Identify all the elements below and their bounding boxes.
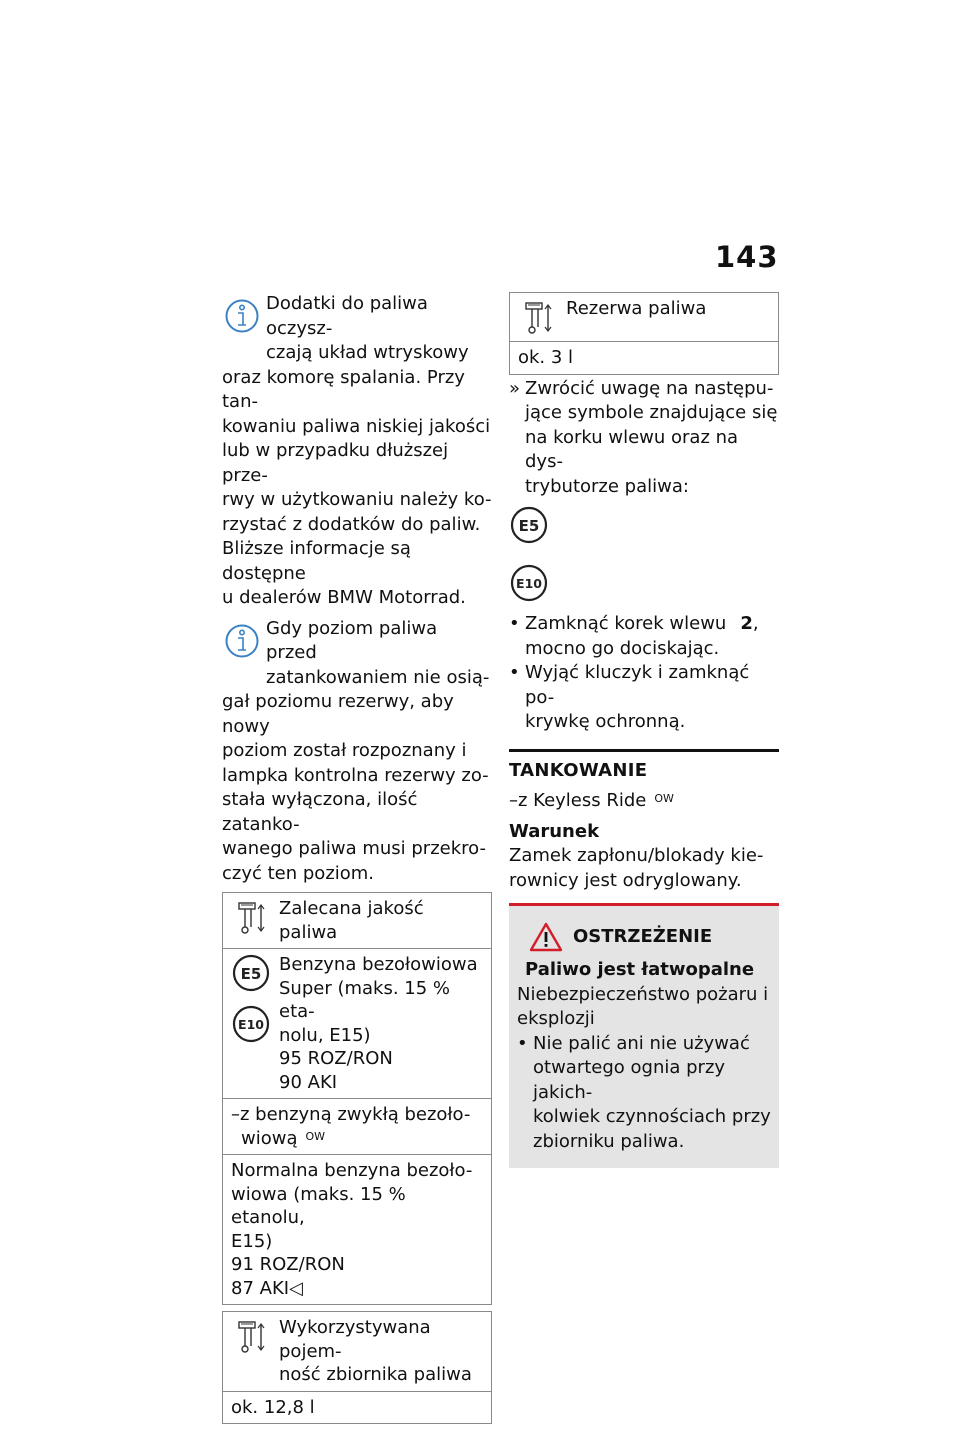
text-line: Normalna benzyna bezoło- (231, 1160, 473, 1181)
option-tag: OW (305, 1129, 326, 1143)
bullet-remove-key (509, 661, 779, 735)
fuel-reserve-table (509, 292, 779, 375)
text-line: rwy w użytkowaniu należy ko- (222, 489, 492, 510)
warning-subtitle: Paliwo jest łatwopalne (525, 959, 755, 980)
text-line: trybutorze paliwa: (525, 475, 689, 497)
text-line: czyć ten poziom. (222, 862, 375, 884)
e10-fuel-icon (509, 563, 549, 603)
text-line: Nie palić ani nie używać (533, 1032, 750, 1054)
text-line: rzystać z dodatków do paliw. (222, 513, 481, 535)
warning-triangle-icon (529, 922, 563, 952)
left-column (222, 292, 492, 1430)
text-line: Wykorzystywana pojem- (279, 1317, 431, 1362)
text-line: nolu, E15) (279, 1024, 371, 1046)
text-line: lub w przypadku dłuższej prze- (222, 440, 449, 486)
section-title: TANKOWANIE (509, 759, 648, 781)
text-line: czają układ wtryskowy (266, 342, 469, 363)
table-header: Rezerwa paliwa (566, 298, 707, 319)
e5-label: E5 (240, 965, 262, 983)
text-line: gał poziomu rezerwy, aby nowy (222, 691, 454, 737)
e10-fuel-icon (231, 1004, 271, 1044)
text-line: Zamknąć korek wlewu (525, 613, 727, 634)
text-line: jące symbole znajdujące się (525, 402, 778, 423)
text-line: poziom został rozpoznany i (222, 740, 467, 761)
text-line: 91 ROZ/RON (231, 1254, 345, 1275)
info-icon (224, 623, 260, 659)
bullet-marker: • (509, 613, 520, 634)
e5-fuel-icon (231, 953, 271, 993)
text-line: Gdy poziom paliwa przed (266, 617, 438, 663)
text-line: krywkę ochronną. (525, 711, 686, 732)
table-header: Zalecana jakość paliwa (279, 898, 424, 943)
keyless-option: –z Keyless Ride (509, 790, 647, 811)
text-line: ność zbiornika paliwa (279, 1364, 472, 1385)
text-line: eksplozji (517, 1008, 595, 1029)
text-line: Benzyna bezołowiowa (279, 954, 478, 975)
text-line: wanego paliwa musi przekro- (222, 838, 486, 859)
reserve-value: ok. 3 l (510, 342, 779, 375)
bullet-close-cap: • Zamknąć korek wlewu 2, mocno go dociskając. (509, 612, 779, 661)
text-line: Zwrócić uwagę na następu- (525, 377, 774, 399)
text-line: 95 ROZ/RON (279, 1048, 393, 1069)
text-line: Zamek zapłonu/blokady kie- (509, 845, 764, 866)
text-line: lampka kontrolna rezerwy zo- (222, 764, 489, 786)
right-column (509, 292, 779, 1168)
text-line: wiową (241, 1127, 298, 1149)
text-line: u dealerów BMW Motorrad. (222, 587, 466, 608)
tank-capacity-table (222, 1311, 492, 1424)
text-line: Dodatki do paliwa oczysz- (266, 293, 428, 339)
fuel-quality-table (222, 892, 492, 1305)
text-line: E15) (231, 1230, 273, 1252)
text-line: Wyjąć kluczyk i zamknąć po- (525, 662, 750, 708)
text-line: –z benzyną zwykłą bezoło- (231, 1104, 471, 1125)
text-line: mocno go dociskając. (525, 637, 720, 659)
info-icon (224, 298, 260, 334)
text-line: kowaniu paliwa niskiej jakości (222, 415, 491, 437)
text-line: Super (maks. 15 % eta- (279, 977, 451, 1022)
condition-title: Warunek (509, 820, 600, 842)
warning-title: OSTRZEŻENIE (573, 925, 713, 947)
text-line: zbiorniku paliwa. (533, 1130, 685, 1152)
text-line: Niebezpieczeństwo pożaru i (517, 983, 769, 1005)
warning-bullet (517, 1032, 771, 1155)
info-note-reserve (222, 617, 492, 887)
reference-number: 2 (740, 613, 753, 634)
text-line: zatankowaniem nie osią- (266, 666, 490, 688)
option-tag: OW (654, 792, 674, 805)
text-line: kolwiek czynnościach przy (533, 1106, 771, 1127)
capacity-value: ok. 12,8 l (223, 1391, 492, 1424)
text-line: Bliższe informacje są dostępne (222, 538, 411, 584)
instruction-step (509, 377, 779, 500)
text-line: na korku wlewu oraz na dys- (525, 426, 739, 472)
info-note-additives (222, 292, 492, 611)
text-line: 87 AKI◁ (231, 1277, 303, 1299)
e5-fuel-icon (509, 505, 549, 545)
text-line: oraz komorę spalania. Przy tan- (222, 366, 465, 412)
fuel-dimension-icon (231, 1316, 271, 1356)
e10-label: E10 (238, 1016, 264, 1032)
fuel-dimension-icon (518, 297, 558, 337)
step-marker: » (509, 377, 521, 399)
text-line: stała wyłączona, ilość zatanko- (222, 789, 418, 835)
e10-label: E10 (516, 575, 542, 591)
page-number: 143 (715, 240, 779, 274)
fuel-dimension-icon (231, 897, 271, 937)
text-line: wiowa (maks. 15 % etanolu, (231, 1183, 406, 1228)
text-line: rownicy jest odryglowany. (509, 869, 742, 891)
warning-box (509, 903, 779, 1168)
bullet-marker: • (517, 1032, 528, 1054)
text-line: 90 AKI (279, 1071, 338, 1093)
section-divider (509, 749, 779, 752)
text-line: otwartego ognia przy jakich- (533, 1057, 726, 1103)
bullet-marker: • (509, 662, 520, 683)
e5-label: E5 (518, 517, 540, 535)
